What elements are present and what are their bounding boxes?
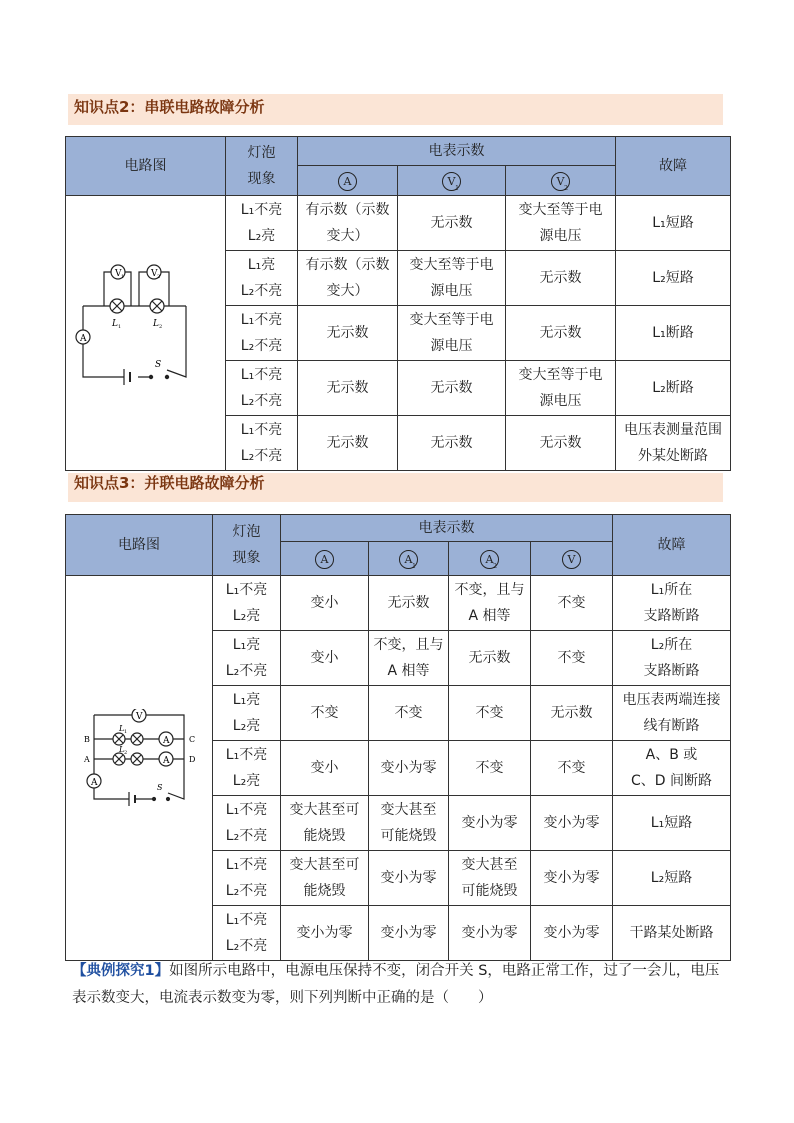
svg-text:1: 1 xyxy=(124,728,128,735)
ammeter-label: A xyxy=(163,735,170,746)
ammeter-icon: A xyxy=(338,172,357,191)
ammeter-icon: A 1 xyxy=(399,550,418,569)
table-cell: L₁不亮 L₂不亮 xyxy=(226,306,298,361)
table-cell: L₁不亮 L₂不亮 xyxy=(213,796,281,851)
table-cell: 变小为零 xyxy=(531,796,613,851)
table-cell: 变大至等于电 源电压 xyxy=(506,361,616,416)
table-cell: 无示数 xyxy=(369,576,449,631)
table-cell: 无示数 xyxy=(398,196,506,251)
header-voltmeter-v2 xyxy=(506,166,616,196)
v1-label: V xyxy=(114,268,121,279)
table-cell: L₁不亮 L₂不亮 xyxy=(213,851,281,906)
table-cell: 有示数（示数 变大） xyxy=(298,251,398,306)
table-cell: 有示数（示数 变大） xyxy=(298,196,398,251)
switch-label: S xyxy=(154,359,161,370)
l1-label: L xyxy=(111,318,118,329)
example-paragraph xyxy=(72,958,732,1012)
parallel-circuit-diagram xyxy=(66,576,213,961)
table-cell: 无示数 xyxy=(298,361,398,416)
table-cell: L₂短路 xyxy=(616,251,731,306)
l2-label: L xyxy=(152,318,159,329)
table-cell: L₂所在 支路断路 xyxy=(613,631,731,686)
table-cell: L₁不亮 L₂亮 xyxy=(226,196,298,251)
node-a-label: A xyxy=(84,754,90,764)
table-cell: 无示数 xyxy=(506,251,616,306)
table-cell: 变小为零 xyxy=(369,851,449,906)
header-lamp: 灯泡 现象 xyxy=(213,515,281,576)
table-cell: L₁亮 L₂亮 xyxy=(213,686,281,741)
table-cell: L₂断路 xyxy=(616,361,731,416)
table-cell: 电压表两端连接 线有断路 xyxy=(613,686,731,741)
table-cell: 变小为零 xyxy=(531,906,613,961)
table-cell: 不变 xyxy=(531,741,613,796)
header-ammeter-a xyxy=(298,166,398,196)
voltmeter-icon: V 1 xyxy=(442,172,461,191)
example-text: 如图所示电路中，电源电压保持不变，闭合开关 S，电路正常工作，过了一会儿，电压表示数变大，电流表示数变为零，则下列判断中正确的是（ ） xyxy=(72,963,720,1006)
table-cell: L₁亮 L₂不亮 xyxy=(213,631,281,686)
voltmeter-icon: V xyxy=(562,550,581,569)
table-cell: L₁所在 支路断路 xyxy=(613,576,731,631)
ammeter-label: A xyxy=(91,777,98,788)
header-meters: 电表示数 xyxy=(281,515,613,542)
table-cell: 不变 xyxy=(369,686,449,741)
ammeter-icon: A 2 xyxy=(480,550,499,569)
header-meters: 电表示数 xyxy=(298,137,616,166)
table-cell: L₁不亮 L₂亮 xyxy=(213,741,281,796)
example-tag: 【典例探究1】 xyxy=(72,963,170,979)
svg-text:2: 2 xyxy=(158,323,162,330)
table-cell: L₁不亮 L₂亮 xyxy=(213,576,281,631)
table-cell: 变大甚至 可能烧毁 xyxy=(449,851,531,906)
table-cell: L₁不亮 L₂不亮 xyxy=(226,361,298,416)
table-cell: L₁短路 xyxy=(616,196,731,251)
v2-label: V xyxy=(150,268,157,279)
table-cell: L₁亮 L₂不亮 xyxy=(226,251,298,306)
table-cell: 不变，且与 A 相等 xyxy=(369,631,449,686)
table-cell: L₂短路 xyxy=(613,851,731,906)
series-fault-table xyxy=(65,136,731,471)
node-d-label: D xyxy=(189,754,196,764)
svg-text:1: 1 xyxy=(117,323,121,330)
switch-label: S xyxy=(157,782,163,792)
header-ammeter-a xyxy=(281,542,369,576)
table-cell: 变小为零 xyxy=(449,796,531,851)
table-cell: 无示数 xyxy=(531,686,613,741)
ammeter-icon: A xyxy=(315,550,334,569)
table-cell: 不变 xyxy=(531,631,613,686)
table-cell: A、B 或 C、D 间断路 xyxy=(613,741,731,796)
header-voltmeter-v1 xyxy=(398,166,506,196)
section3-heading: 知识点3：并联电路故障分析 xyxy=(68,473,723,502)
table-cell: 无示数 xyxy=(298,416,398,471)
table-cell: 变大至等于电 源电压 xyxy=(398,306,506,361)
table-cell: 干路某处断路 xyxy=(613,906,731,961)
table-cell: 变小为零 xyxy=(531,851,613,906)
table-cell: 变小 xyxy=(281,741,369,796)
header-fault: 故障 xyxy=(613,515,731,576)
section2-heading: 知识点2：串联电路故障分析 xyxy=(68,94,723,125)
voltmeter-icon: V 2 xyxy=(551,172,570,191)
series-circuit-diagram xyxy=(66,196,226,471)
table-cell: 不变 xyxy=(531,576,613,631)
table-cell: 变大至等于电 源电压 xyxy=(506,196,616,251)
table-cell: 变小为零 xyxy=(369,906,449,961)
table-cell: 变小为零 xyxy=(449,906,531,961)
node-c-label: C xyxy=(189,734,196,744)
table-cell: 无示数 xyxy=(398,416,506,471)
table-cell: 无示数 xyxy=(506,416,616,471)
parallel-circuit-svg xyxy=(74,709,204,819)
table-cell: L₁断路 xyxy=(616,306,731,361)
svg-text:L: L xyxy=(119,744,125,754)
table-cell: 无示数 xyxy=(398,361,506,416)
table-cell: 不变，且与 A 相等 xyxy=(449,576,531,631)
table-cell: 变大至等于电 源电压 xyxy=(398,251,506,306)
header-circuit: 电路图 xyxy=(66,137,226,196)
header-voltmeter-v xyxy=(531,542,613,576)
series-circuit-svg xyxy=(71,259,221,399)
table-cell: 无示数 xyxy=(449,631,531,686)
ammeter-label: A xyxy=(163,755,170,766)
table-cell: L₁不亮 L₂不亮 xyxy=(226,416,298,471)
header-lamp: 灯泡 现象 xyxy=(226,137,298,196)
voltmeter-label: V xyxy=(136,711,143,722)
svg-text:L: L xyxy=(119,723,125,733)
table-cell: 变大甚至 可能烧毁 xyxy=(369,796,449,851)
svg-text:2: 2 xyxy=(156,273,160,280)
table-cell: 不变 xyxy=(281,686,369,741)
table-cell: 变大甚至可 能烧毁 xyxy=(281,851,369,906)
node-b-label: B xyxy=(84,734,90,744)
table-cell: 变大甚至可 能烧毁 xyxy=(281,796,369,851)
table-cell: 变小 xyxy=(281,631,369,686)
table-cell: 不变 xyxy=(449,686,531,741)
table-cell: 电压表测量范围 外某处断路 xyxy=(616,416,731,471)
header-ammeter-a1 xyxy=(369,542,449,576)
svg-text:2: 2 xyxy=(124,749,128,756)
table-cell: 变小为零 xyxy=(369,741,449,796)
table-cell: 变小为零 xyxy=(281,906,369,961)
table-cell: 变小 xyxy=(281,576,369,631)
header-ammeter-a2 xyxy=(449,542,531,576)
table-cell: 无示数 xyxy=(298,306,398,361)
table-cell: L₁短路 xyxy=(613,796,731,851)
table-cell: 无示数 xyxy=(506,306,616,361)
table-cell: L₁不亮 L₂不亮 xyxy=(213,906,281,961)
parallel-fault-table xyxy=(65,514,731,961)
svg-text:1: 1 xyxy=(120,273,124,280)
header-circuit: 电路图 xyxy=(66,515,213,576)
ammeter-label: A xyxy=(79,333,86,344)
header-fault: 故障 xyxy=(616,137,731,196)
table-cell: 不变 xyxy=(449,741,531,796)
